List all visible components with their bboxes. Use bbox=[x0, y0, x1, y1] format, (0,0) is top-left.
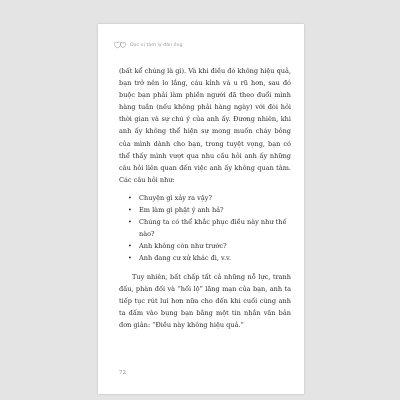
running-head bbox=[114, 41, 183, 49]
list-item bbox=[128, 192, 291, 204]
list-item-text: Chuyện gì xảy ra vậy? bbox=[139, 193, 212, 202]
question-list bbox=[119, 192, 291, 265]
bullet-icon: • bbox=[128, 218, 132, 227]
bullet-icon: • bbox=[128, 242, 132, 251]
list-item bbox=[128, 216, 291, 240]
list-item bbox=[128, 240, 291, 252]
bullet-icon: • bbox=[128, 206, 132, 215]
list-item-text: Anh không còn như trước? bbox=[139, 242, 227, 251]
paragraph: (bất kể chúng là gì). Và khi điều đó không hiệu quả, bạn trở nên lo lắng, cáu kỉnh và u rũ hơn, sau đó buộc bạn phải làm phiền người đã theo đuổi mình hàng tuần (nếu không phải hàng ngày) với đòi hỏi thời gian và sự chú ý của anh ấy. Đương nhiên, khi anh ấy không thể hiện sự mong muốn cháy bỏng của mình dành cho bạn, trong tuyệt vọng, bạn có thể thấy mình vượt qua nhu cầu hỏi anh ấy những câu hỏi liên quan đến việc anh ấy không quan tâm. Các câu hỏi như: bbox=[119, 67, 291, 184]
bullet-icon: • bbox=[128, 193, 132, 202]
list-item bbox=[128, 204, 291, 216]
body-text bbox=[119, 65, 291, 331]
running-head-title: Đọc vị tâm lý đàn ông bbox=[130, 42, 183, 48]
paragraph: Tuy nhiên, bất chấp tất cả những nỗ lực, tranh đấu, phàn đối và “hối lộ” lãng mạn của bạn, anh ta tiếp tục rút lui hơn nữa cho đến khi cuối cùng anh ta đấm vào bụng bạn bằng một tin nhắn văn bản đơn giản: “Điều này không hiệu quả.” bbox=[119, 272, 291, 329]
list-item-text: Chúng ta có thể khắc phục điều này như thế nào? bbox=[139, 218, 287, 239]
page-number: 72 bbox=[119, 370, 127, 376]
list-item-text: Em làm gì phật ý anh hả? bbox=[139, 206, 224, 215]
list-item bbox=[128, 252, 291, 264]
book-page bbox=[98, 24, 304, 394]
bullet-icon: • bbox=[128, 254, 132, 263]
twin-hearts-icon bbox=[114, 41, 127, 49]
list-item-text: Anh đang cư xử khác đi, v.v. bbox=[139, 254, 232, 263]
